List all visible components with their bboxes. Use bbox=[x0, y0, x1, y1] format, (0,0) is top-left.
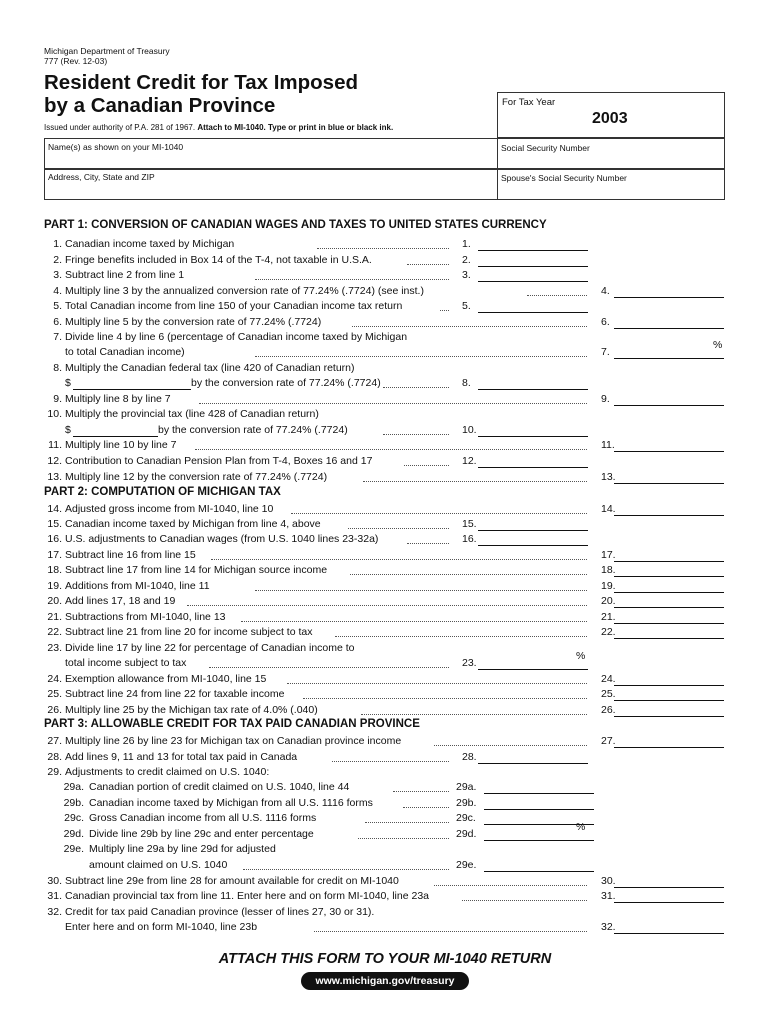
dot-leader bbox=[291, 513, 587, 514]
form-line-row bbox=[0, 330, 770, 345]
line-text: to total Canadian income) bbox=[65, 346, 185, 358]
form-line-row bbox=[0, 423, 770, 438]
dot-leader bbox=[383, 434, 449, 435]
line-number: 28. bbox=[47, 751, 62, 763]
amount-entry-line[interactable] bbox=[614, 685, 724, 686]
dot-leader bbox=[317, 248, 449, 249]
amount-entry-line[interactable] bbox=[478, 763, 588, 764]
line-number: 16. bbox=[47, 533, 62, 545]
form-line-row bbox=[0, 237, 770, 252]
line-text: Multiply line 25 by the Michigan tax rate of 4.0% (.040) bbox=[65, 704, 318, 716]
line-number: 15. bbox=[47, 518, 62, 530]
amount-entry-line[interactable] bbox=[614, 747, 724, 748]
amount-entry-line[interactable] bbox=[614, 451, 724, 452]
line-number: 9. bbox=[53, 393, 62, 405]
line-text: amount claimed on U.S. 1040 bbox=[89, 859, 228, 871]
line-number: 13. bbox=[47, 471, 62, 483]
line-number: 20. bbox=[47, 595, 62, 607]
line-number: 26. bbox=[47, 704, 62, 716]
line-reference: 21. bbox=[601, 611, 616, 623]
line-reference: 16. bbox=[462, 533, 477, 545]
form-line-row bbox=[0, 392, 770, 407]
line-reference: 8. bbox=[462, 377, 471, 389]
line-text: Canadian income taxed by Michigan bbox=[65, 238, 235, 250]
line-reference: 29c. bbox=[456, 812, 476, 824]
dot-leader bbox=[352, 326, 587, 327]
tax-year-box bbox=[497, 92, 725, 138]
line-reference: 15. bbox=[462, 518, 477, 530]
names-label: Name(s) as shown on your MI-1040 bbox=[48, 142, 184, 152]
amount-entry-line[interactable] bbox=[484, 840, 594, 841]
line-number: 14. bbox=[47, 503, 62, 515]
line-number: 29d. bbox=[63, 828, 84, 840]
spouse-ssn-label: Spouse's Social Security Number bbox=[501, 173, 627, 183]
line-reference: 22. bbox=[601, 626, 616, 638]
line-text: $ bbox=[65, 377, 71, 389]
amount-entry-line[interactable] bbox=[478, 436, 588, 437]
ssn-field[interactable] bbox=[497, 138, 725, 170]
line-number: 2. bbox=[53, 254, 62, 266]
line-number: 22. bbox=[47, 626, 62, 638]
dot-leader bbox=[361, 714, 587, 715]
line-number: 25. bbox=[47, 688, 62, 700]
amount-entry-line[interactable] bbox=[484, 793, 594, 794]
line-text: Canadian provincial tax from line 11. Enter here and on form MI-1040, line 23a bbox=[65, 890, 430, 902]
line-reference: 4. bbox=[601, 285, 610, 297]
ssn-label: Social Security Number bbox=[501, 143, 590, 153]
address-label: Address, City, State and ZIP bbox=[48, 172, 155, 182]
form-line-row bbox=[0, 842, 770, 857]
dot-leader bbox=[255, 356, 587, 357]
form-line-row bbox=[0, 920, 770, 935]
line-number: 29. bbox=[47, 766, 62, 778]
tax-year-label: For Tax Year bbox=[502, 97, 556, 108]
line-text: Credit for tax paid Canadian province (lesser of lines 27, 30 or 31). bbox=[65, 906, 375, 918]
dot-leader bbox=[314, 931, 587, 932]
line-text: Subtractions from MI-1040, line 13 bbox=[65, 611, 226, 623]
line-text: $ bbox=[65, 424, 71, 436]
authority-note bbox=[44, 123, 393, 132]
form-line-row bbox=[0, 650, 770, 671]
line-reference: 13. bbox=[601, 471, 616, 483]
line-number: 29e. bbox=[63, 843, 84, 855]
amount-blank[interactable] bbox=[73, 436, 158, 437]
form-title-line1: Resident Credit for Tax Imposed bbox=[44, 71, 359, 94]
line-text: Multiply line 8 by line 7 bbox=[65, 393, 171, 405]
names-field[interactable] bbox=[44, 138, 498, 170]
dot-leader bbox=[434, 745, 587, 746]
dot-leader bbox=[440, 310, 449, 311]
line-number: 27. bbox=[47, 735, 62, 747]
amount-entry-line[interactable] bbox=[478, 669, 588, 670]
department-name: Michigan Department of Treasury bbox=[44, 46, 170, 56]
line-reference: 2. bbox=[462, 254, 471, 266]
dot-leader bbox=[358, 838, 449, 839]
line-reference: 29a. bbox=[456, 781, 477, 793]
line-text: Multiply the provincial tax (line 428 of Canadian return) bbox=[65, 408, 319, 420]
part1-title: PART 1: CONVERSION OF CANADIAN WAGES AND TAXES TO UNITED STATES CURRENCY bbox=[44, 219, 547, 231]
percent-sign: % bbox=[576, 650, 586, 662]
line-text: Divide line 29b by line 29c and enter percentage bbox=[89, 828, 314, 840]
line-text: Contribution to Canadian Pension Plan from T-4, Boxes 16 and 17 bbox=[65, 455, 373, 467]
form-line-row bbox=[0, 858, 770, 873]
line-text: Enter here and on form MI-1040, line 23b bbox=[65, 921, 258, 933]
dot-leader bbox=[241, 621, 587, 622]
form-number: 777 (Rev. 12-03) bbox=[44, 56, 108, 66]
dot-leader bbox=[403, 807, 449, 808]
line-text: Multiply line 29a by line 29d for adjusted bbox=[89, 843, 276, 855]
line-reference: 3. bbox=[462, 269, 471, 281]
form-line-row bbox=[0, 750, 770, 765]
percent-sign: % bbox=[576, 821, 586, 833]
dot-leader bbox=[211, 559, 587, 560]
amount-entry-line[interactable] bbox=[614, 638, 724, 639]
line-text: Add lines 9, 11 and 13 for total tax paid in Canada bbox=[65, 751, 298, 763]
line-reference: 9. bbox=[601, 393, 610, 405]
line-text: Divide line 4 by line 6 (percentage of Canadian income taxed by Michigan bbox=[65, 331, 408, 343]
line-text: Multiply line 10 by line 7 bbox=[65, 439, 177, 451]
line-text: Subtract line 17 from line 14 for Michigan source income bbox=[65, 564, 328, 576]
form-line-row bbox=[0, 339, 770, 360]
dot-leader bbox=[187, 605, 587, 606]
line-text: total income subject to tax bbox=[65, 657, 187, 669]
line-reference: 6. bbox=[601, 316, 610, 328]
amount-entry-line[interactable] bbox=[478, 312, 588, 313]
line-number: 29a. bbox=[63, 781, 84, 793]
line-number: 11. bbox=[48, 439, 62, 451]
amount-entry-line[interactable] bbox=[614, 700, 724, 701]
form-line-row bbox=[0, 889, 770, 904]
dot-leader bbox=[199, 403, 587, 404]
line-reference: 29b. bbox=[456, 797, 477, 809]
form-line-row bbox=[0, 610, 770, 625]
line-number: 12. bbox=[47, 455, 62, 467]
form-line-row bbox=[0, 625, 770, 640]
dot-leader bbox=[255, 279, 449, 280]
amount-entry-line[interactable] bbox=[478, 281, 588, 282]
attach-notice: ATTACH THIS FORM TO YOUR MI-1040 RETURN bbox=[218, 951, 552, 967]
amount-entry-line[interactable] bbox=[614, 933, 724, 934]
amount-entry-line[interactable] bbox=[614, 515, 724, 516]
dot-leader bbox=[350, 574, 587, 575]
line-text: Multiply line 12 by the conversion rate of 77.24% (.7724) bbox=[65, 471, 328, 483]
amount-entry-line[interactable] bbox=[484, 871, 594, 872]
line-text: Canadian portion of credit claimed on U.S. 1040, line 44 bbox=[89, 781, 350, 793]
dot-leader bbox=[243, 869, 449, 870]
amount-entry-line[interactable] bbox=[614, 358, 724, 359]
form-line-row bbox=[0, 780, 770, 795]
form-line-row bbox=[0, 376, 770, 391]
line-number: 21. bbox=[47, 611, 62, 623]
amount-entry-line[interactable] bbox=[614, 623, 724, 624]
dot-leader bbox=[462, 900, 587, 901]
line-text: Fringe benefits included in Box 14 of the T-4, not taxable in U.S.A. bbox=[65, 254, 372, 266]
dot-leader bbox=[527, 295, 587, 296]
tax-year-value: 2003 bbox=[592, 110, 628, 127]
line-text: Multiply the Canadian federal tax (line 420 of Canadian return) bbox=[65, 362, 355, 374]
line-reference: 14. bbox=[601, 503, 616, 515]
amount-entry-line[interactable] bbox=[614, 902, 724, 903]
line-text: Multiply line 26 by line 23 for Michigan tax on Canadian province income bbox=[65, 735, 402, 747]
dot-leader bbox=[363, 481, 587, 482]
line-text: Multiply line 3 by the annualized conversion rate of 77.24% (.7724) (see inst.) bbox=[65, 285, 424, 297]
line-reference: 12. bbox=[462, 455, 477, 467]
form-title-line2: by a Canadian Province bbox=[44, 94, 276, 117]
line-text: by the conversion rate of 77.24% (.7724) bbox=[158, 424, 348, 436]
line-number: 23. bbox=[47, 642, 62, 654]
line-reference: 30. bbox=[601, 875, 616, 887]
address-field[interactable] bbox=[44, 168, 498, 200]
line-reference: 27. bbox=[601, 735, 616, 747]
dot-leader bbox=[287, 683, 587, 684]
line-text: Subtract line 29e from line 28 for amount available for credit on MI-1040 bbox=[65, 875, 399, 887]
amount-entry-line[interactable] bbox=[484, 809, 594, 810]
line-reference: 31. bbox=[601, 890, 616, 902]
line-text: Adjustments to credit claimed on U.S. 1040: bbox=[65, 766, 270, 778]
line-text: by the conversion rate of 77.24% (.7724) bbox=[191, 377, 381, 389]
line-number: 24. bbox=[47, 673, 62, 685]
line-text: Adjusted gross income from MI-1040, line 10 bbox=[65, 503, 274, 515]
line-reference: 17. bbox=[601, 549, 616, 561]
line-reference: 28. bbox=[462, 751, 477, 763]
amount-entry-line[interactable] bbox=[614, 483, 724, 484]
form-line-row bbox=[0, 672, 770, 687]
line-number: 1. bbox=[53, 238, 62, 250]
dot-leader bbox=[383, 387, 449, 388]
form-line-row bbox=[0, 517, 770, 532]
amount-entry-line[interactable] bbox=[614, 405, 724, 406]
form-line-row bbox=[0, 315, 770, 330]
amount-entry-line[interactable] bbox=[478, 545, 588, 546]
line-number: 3. bbox=[53, 269, 62, 281]
form-line-row bbox=[0, 299, 770, 314]
website-badge[interactable]: www.michigan.gov/treasury bbox=[301, 972, 469, 990]
line-reference: 25. bbox=[601, 688, 616, 700]
form-line-row bbox=[0, 284, 770, 299]
line-number: 29c. bbox=[64, 812, 84, 824]
line-number: 32. bbox=[47, 906, 62, 918]
line-reference: 7. bbox=[601, 346, 610, 358]
form-line-row bbox=[0, 268, 770, 283]
dot-leader bbox=[335, 636, 587, 637]
form-line-row bbox=[0, 579, 770, 594]
line-reference: 1. bbox=[462, 238, 471, 250]
line-reference: 24. bbox=[601, 673, 616, 685]
amount-entry-line[interactable] bbox=[478, 389, 588, 390]
line-reference: 26. bbox=[601, 704, 616, 716]
form-line-row bbox=[0, 874, 770, 889]
line-text: Subtract line 16 from line 15 bbox=[65, 549, 196, 561]
form-line-row bbox=[0, 454, 770, 469]
dot-leader bbox=[332, 761, 449, 762]
line-number: 31. bbox=[47, 890, 62, 902]
dot-leader bbox=[195, 449, 587, 450]
amount-entry-line[interactable] bbox=[614, 607, 724, 608]
line-reference: 19. bbox=[601, 580, 616, 592]
form-line-row bbox=[0, 594, 770, 609]
form-line-row bbox=[0, 687, 770, 702]
line-number: 17. bbox=[47, 549, 62, 561]
authority-text: Issued under authority of P.A. 281 of 1967. bbox=[44, 123, 196, 132]
line-number: 29b. bbox=[63, 797, 84, 809]
amount-entry-line[interactable] bbox=[478, 266, 588, 267]
line-number: 10. bbox=[47, 408, 62, 420]
amount-entry-line[interactable] bbox=[614, 561, 724, 562]
line-text: Subtract line 21 from line 20 for income subject to tax bbox=[65, 626, 313, 638]
dot-leader bbox=[348, 528, 449, 529]
dot-leader bbox=[434, 885, 587, 886]
spouse-ssn-field[interactable] bbox=[497, 168, 725, 200]
line-number: 5. bbox=[53, 300, 62, 312]
line-reference: 23. bbox=[462, 657, 477, 669]
form-line-row bbox=[0, 502, 770, 517]
form-line-row bbox=[0, 361, 770, 376]
amount-entry-line[interactable] bbox=[614, 297, 724, 298]
line-reference: 29e. bbox=[456, 859, 477, 871]
form-line-row bbox=[0, 548, 770, 563]
line-text: Subtract line 24 from line 22 for taxable income bbox=[65, 688, 285, 700]
line-reference: 5. bbox=[462, 300, 471, 312]
dot-leader bbox=[255, 590, 587, 591]
form-line-row bbox=[0, 532, 770, 547]
amount-blank[interactable] bbox=[73, 389, 191, 390]
line-text: Subtract line 2 from line 1 bbox=[65, 269, 185, 281]
authority-instructions: Attach to MI-1040. Type or print in blue or black ink. bbox=[197, 123, 394, 132]
line-text: Canadian income taxed by Michigan from line 4, above bbox=[65, 518, 321, 530]
form-line-row bbox=[0, 253, 770, 268]
line-reference: 10. bbox=[462, 424, 477, 436]
amount-entry-line[interactable] bbox=[614, 592, 724, 593]
line-number: 18. bbox=[47, 564, 62, 576]
part2-title: PART 2: COMPUTATION OF MICHIGAN TAX bbox=[44, 486, 281, 498]
line-number: 30. bbox=[47, 875, 62, 887]
line-text: Add lines 17, 18 and 19 bbox=[65, 595, 176, 607]
amount-entry-line[interactable] bbox=[478, 250, 588, 251]
line-number: 19. bbox=[47, 580, 62, 592]
form-line-row bbox=[0, 703, 770, 718]
line-reference: 11. bbox=[601, 439, 615, 451]
dot-leader bbox=[303, 698, 587, 699]
form-line-row bbox=[0, 563, 770, 578]
line-number: 6. bbox=[53, 316, 62, 328]
dot-leader bbox=[407, 543, 449, 544]
line-text: Additions from MI-1040, line 11 bbox=[65, 580, 210, 592]
line-number: 4. bbox=[53, 285, 62, 297]
form-line-row bbox=[0, 734, 770, 749]
dot-leader bbox=[365, 822, 449, 823]
form-line-row bbox=[0, 905, 770, 920]
line-text: U.S. adjustments to Canadian wages (from U.S. 1040 lines 23-32a) bbox=[65, 533, 379, 545]
dot-leader bbox=[407, 264, 449, 265]
line-number: 8. bbox=[53, 362, 62, 374]
line-reference: 29d. bbox=[456, 828, 477, 840]
form-line-row bbox=[0, 641, 770, 656]
amount-entry-line[interactable] bbox=[614, 887, 724, 888]
part3-title: PART 3: ALLOWABLE CREDIT FOR TAX PAID CANADIAN PROVINCE bbox=[44, 718, 420, 730]
line-text: Total Canadian income from line 150 of your Canadian income tax return bbox=[65, 300, 403, 312]
form-line-row bbox=[0, 796, 770, 811]
line-number: 7. bbox=[53, 331, 62, 343]
line-text: Divide line 17 by line 22 for percentage of Canadian income to bbox=[65, 642, 355, 654]
form-line-row bbox=[0, 821, 770, 842]
amount-entry-line[interactable] bbox=[614, 716, 724, 717]
dot-leader bbox=[393, 791, 449, 792]
dot-leader bbox=[404, 465, 449, 466]
line-reference: 32. bbox=[601, 921, 616, 933]
amount-entry-line[interactable] bbox=[478, 467, 588, 468]
form-line-row bbox=[0, 407, 770, 422]
line-text: Canadian income taxed by Michigan from all U.S. 1116 forms bbox=[89, 797, 373, 809]
amount-entry-line[interactable] bbox=[478, 530, 588, 531]
line-text: Multiply line 5 by the conversion rate of 77.24% (.7724) bbox=[65, 316, 322, 328]
line-reference: 18. bbox=[601, 564, 616, 576]
percent-sign: % bbox=[713, 339, 723, 351]
form-line-row bbox=[0, 811, 770, 826]
form-line-row bbox=[0, 470, 770, 485]
form-line-row bbox=[0, 765, 770, 780]
line-reference: 20. bbox=[601, 595, 616, 607]
dot-leader bbox=[209, 667, 449, 668]
amount-entry-line[interactable] bbox=[614, 576, 724, 577]
amount-entry-line[interactable] bbox=[614, 328, 724, 329]
form-line-row bbox=[0, 438, 770, 453]
line-text: Gross Canadian income from all U.S. 1116 forms bbox=[89, 812, 317, 824]
line-text: Exemption allowance from MI-1040, line 15 bbox=[65, 673, 267, 685]
